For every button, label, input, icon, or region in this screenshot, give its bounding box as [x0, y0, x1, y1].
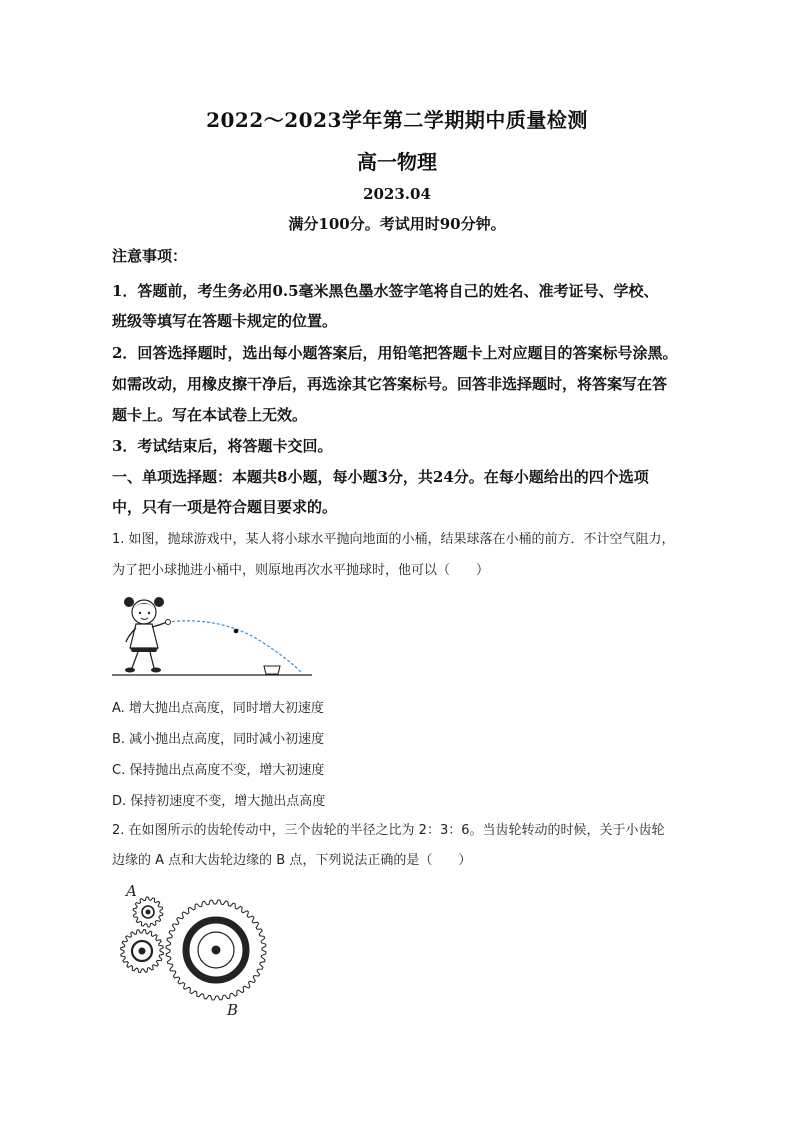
middle-gear-hub [139, 948, 145, 954]
exam-subject: 高一物理 [357, 150, 437, 174]
large-gear-hub [212, 946, 220, 954]
section-heading-cont: 中，只有一项是符合题目要求的。 [112, 498, 338, 516]
question-1-option-d: D. 保持初速度不变，增大抛出点高度 [112, 794, 326, 809]
question-2-stem-cont: 边缘的 A 点和大齿轮边缘的 B 点，下列说法正确的是（ ） [112, 853, 472, 868]
question-1-stem-cont: 为了把小球抛进小桶中，则原地再次水平抛球时，他可以（ ） [112, 563, 490, 578]
point-a-label: A [126, 882, 137, 900]
note-line: 班级等填写在答题卡规定的位置。 [112, 312, 338, 330]
throw-figure [112, 592, 317, 680]
exam-info: 满分100分。考试用时90分钟。 [288, 215, 506, 233]
section-heading: 一、单项选择题：本题共8小题，每小题3分，共24分。在每小题给出的四个选项 [112, 468, 649, 486]
question-2-stem: 2. 在如图所示的齿轮传动中，三个齿轮的半径之比为 2：3：6。当齿轮转动的时候，关于小齿轮 [112, 823, 665, 838]
notes-heading: 注意事项： [112, 247, 188, 265]
question-1-option-a: A. 增大抛出点高度，同时增大初速度 [112, 701, 324, 716]
note-line: 1．答题前，考生务必用0.5毫米黑色墨水签字笔将自己的姓名、准考证号、学校、 [112, 282, 659, 300]
question-1-option-b: B. 减小抛出点高度，同时减小初速度 [112, 732, 325, 747]
question-1-option-c: C. 保持抛出点高度不变，增大初速度 [112, 763, 325, 778]
small-gear-hub [146, 910, 150, 914]
note-line: 题卡上。写在本试卷上无效。 [112, 406, 308, 424]
question-1-stem: 1. 如图，抛球游戏中，某人将小球水平抛向地面的小桶，结果球落在小桶的前方．不计空气阻力， [112, 532, 675, 547]
gear-figure [108, 878, 278, 1023]
note-line: 如需改动，用橡皮擦干净后，再选涂其它答案标号。回答非选择题时，将答案写在答 [112, 375, 668, 393]
exam-title: 2022～2023学年第二学期期中质量检测 [206, 108, 588, 132]
note-line: 2．回答选择题时，选出每小题答案后，用铅笔把答题卡上对应题目的答案标号涂黑。 [112, 344, 678, 362]
note-line: 3．考试结束后，将答题卡交回。 [112, 437, 333, 455]
exam-date: 2023.04 [363, 185, 431, 203]
point-b-label: B [227, 1001, 239, 1019]
